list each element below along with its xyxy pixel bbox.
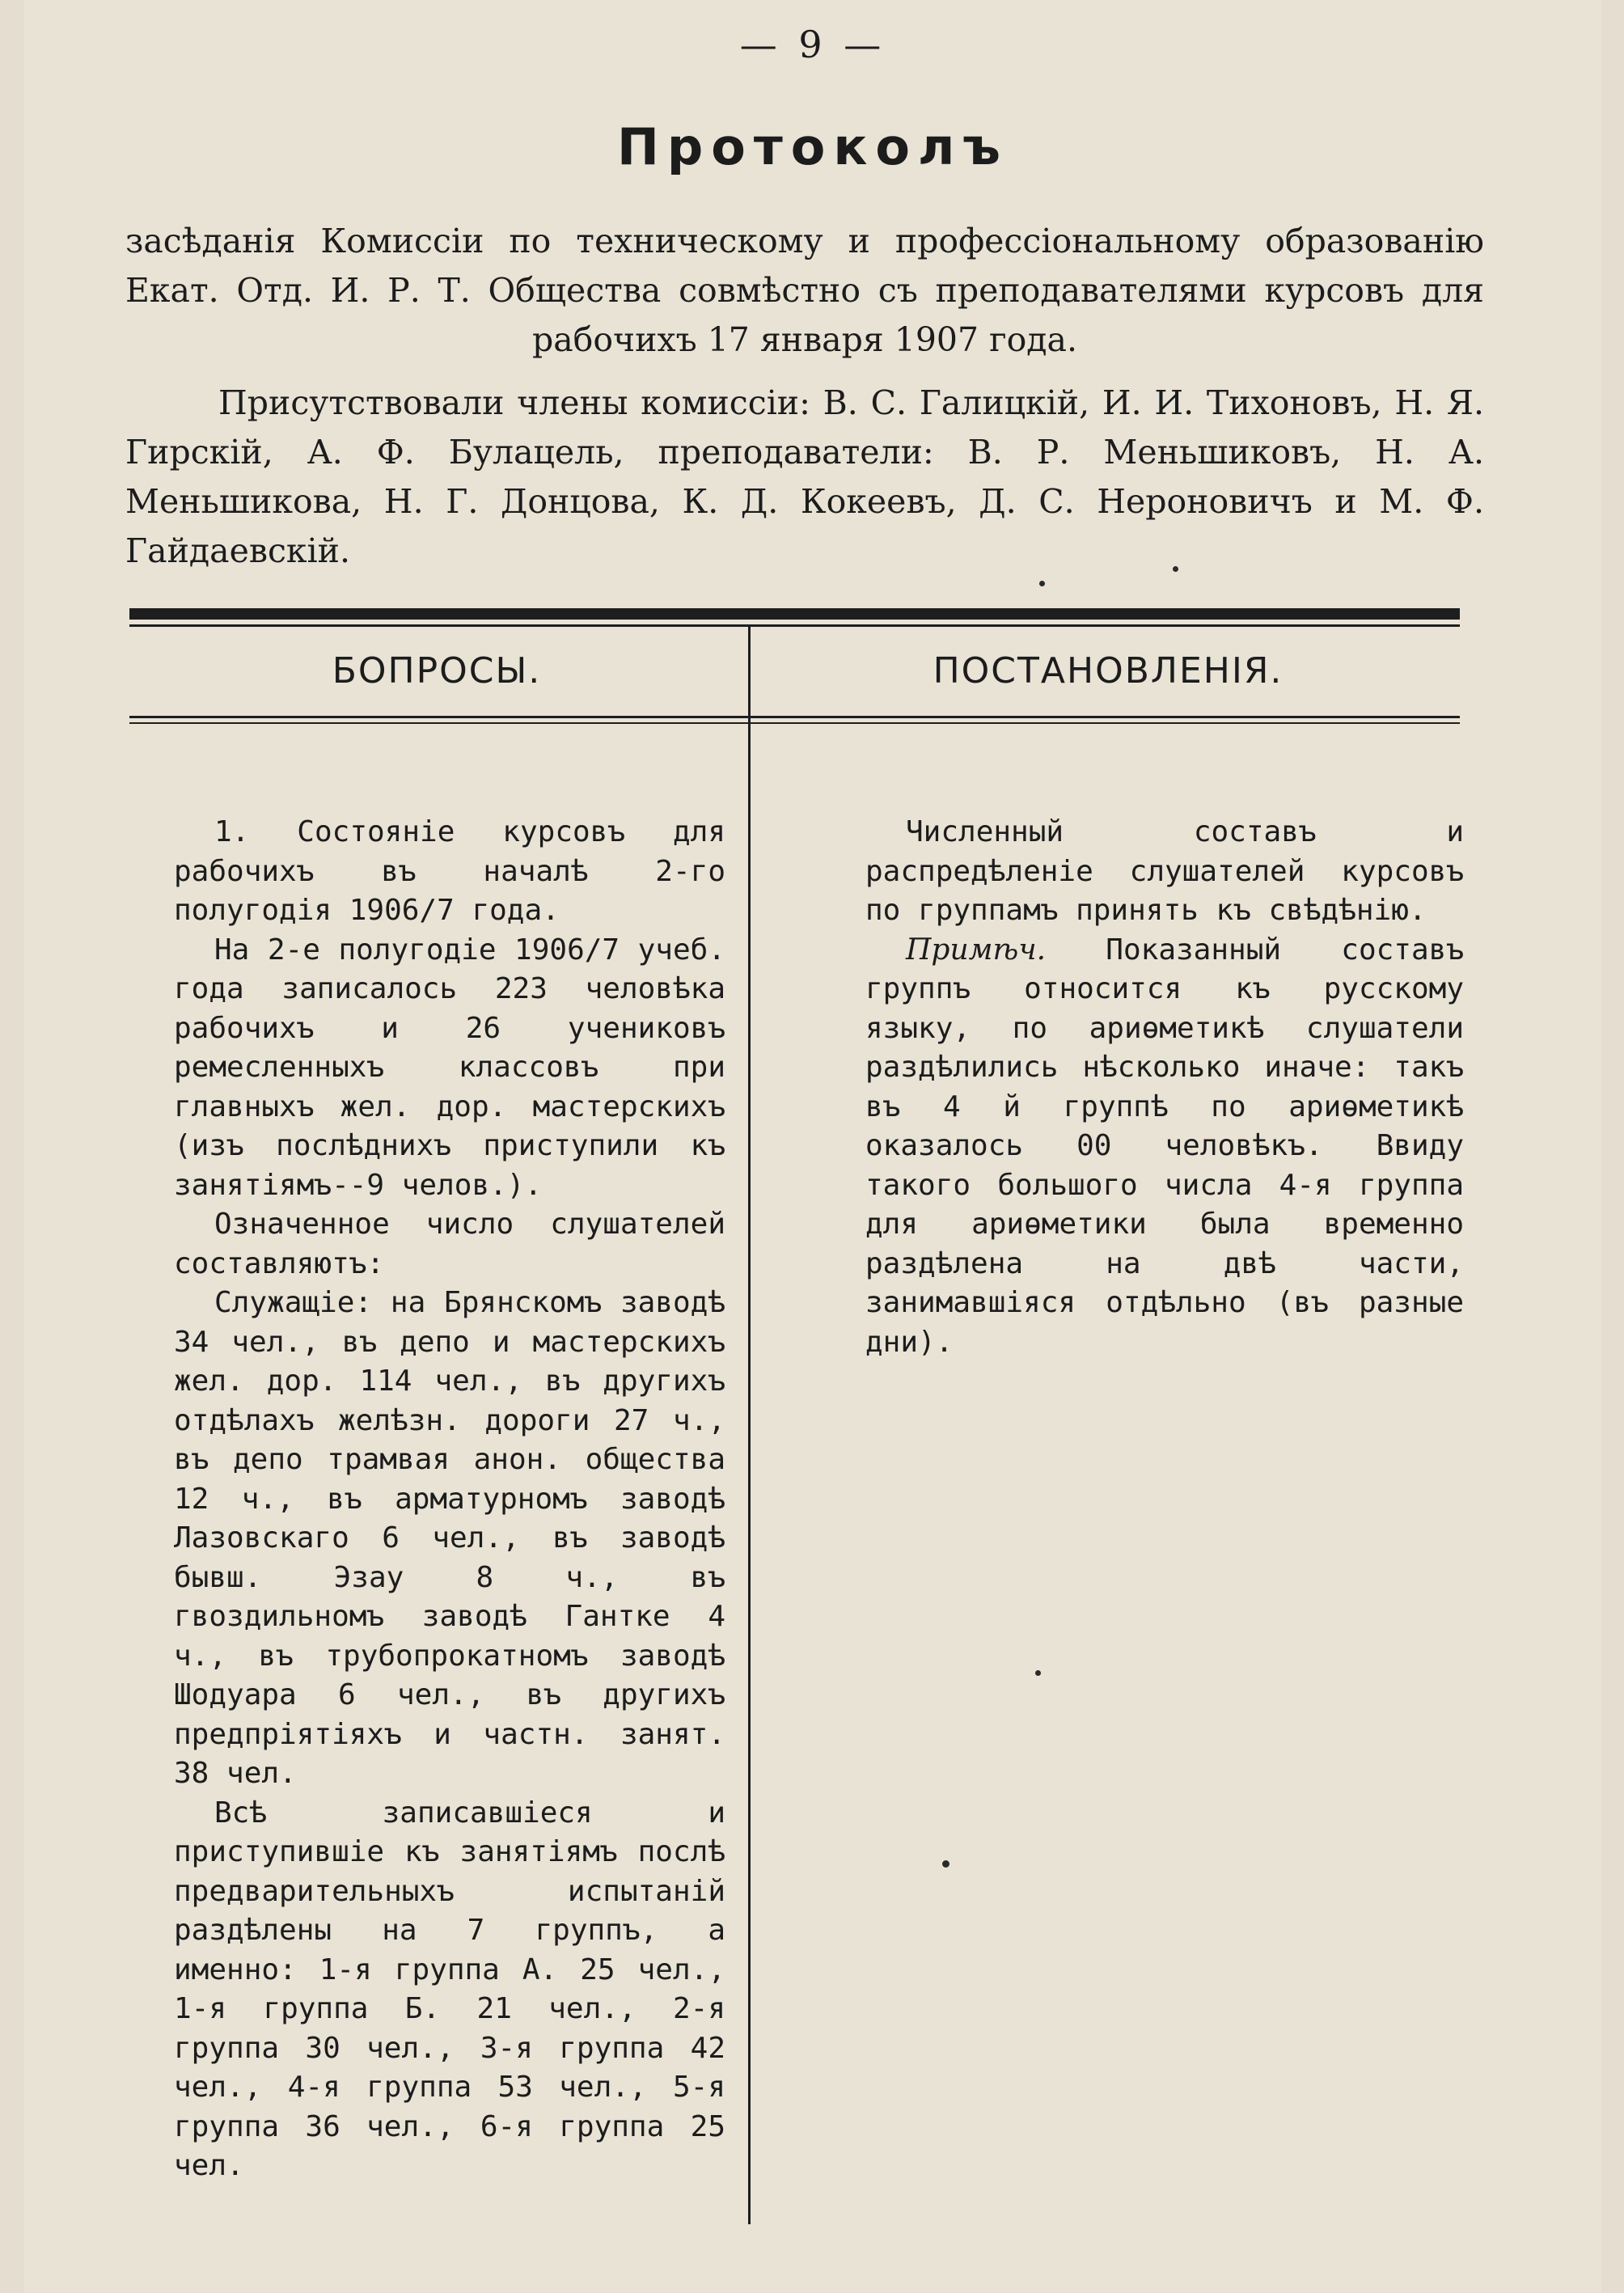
print-speck (1039, 581, 1045, 586)
questions-column-header: БОПРОСЫ. (332, 650, 542, 692)
resolution-item-1: Численный составъ и распредѣленіе слушателей курсовъ по группамъ принять къ свѣдѣнію. (865, 815, 1464, 927)
question-enrollment: На 2-е полугодіе 1906/7 учеб. года записалось 223 человѣка рабочихъ и 26 учениковъ ремесленныхъ классовъ при главныхъ жел. дор. мастерскихъ (изъ послѣднихъ приступили къ занятіямъ--9 челов.). (174, 933, 725, 1202)
question-composition-intro: Означенное число слушателей составляютъ: (174, 1208, 725, 1280)
table-top-rule (129, 608, 1460, 620)
document-page (24, 0, 1601, 2293)
note-label: Примѣч. (906, 933, 1047, 967)
print-speck (1173, 566, 1178, 572)
resolution-note (865, 931, 1464, 1363)
note-text: Показанный составъ группъ относится къ русскому языку, по ариѳметикѣ слушатели раздѣлились нѣсколько иначе: такъ въ 4 й группѣ по ариѳметикѣ оказалось 00 человѣкъ. Ввиду такого большого числа 4-я группа для ариѳметики была временно раздѣлена на двѣ части, занимавшіяся отдѣльно (въ разные дни). (865, 933, 1464, 1359)
questions-column (174, 813, 725, 2186)
resolutions-column (865, 813, 1464, 1362)
print-speck (1035, 1670, 1041, 1676)
resolutions-column-header: ПОСТАНОВЛЕНІЯ. (933, 650, 1284, 692)
meeting-heading: засѣданія Комиссіи по техническому и профессіональному образованію Екат. Отд. И. Р. Т. Общества совмѣстно съ преподавателями курсовъ для рабочихъ 17 января 1907 года. (125, 222, 1484, 359)
page-number: — 9 — (739, 23, 886, 66)
header-bottom-rule (129, 716, 1460, 718)
attendees-paragraph: Присутствовали члены комиссіи: В. С. Галицкій, И. И. Тихоновъ, Н. Я. Гирскій, А. Ф. Булацель, преподаватели: В. Р. Меньшиковъ, Н. А. Меньшикова, Н. Г. Донцова, К. Д. Кокеевъ, Д. С. Нероновичъ и М. Ф. Гайдаевскій. (125, 383, 1484, 570)
column-divider (748, 627, 751, 2224)
print-speck (942, 1860, 949, 1868)
question-item-1: 1. Состояніе курсовъ для рабочихъ въ началѣ 2-го полугодія 1906/7 года. (174, 815, 725, 927)
question-employers: Служащіе: на Брянскомъ заводѣ 34 чел., въ депо и мастерскихъ жел. дор. 114 чел., въ другихъ отдѣлахъ желѣзн. дороги 27 ч., въ депо трамвая анон. общества 12 ч., въ арматурномъ заводѣ Лазовскаго 6 чел., въ заводѣ бывш. Эзау 8 ч., въ гвоздильномъ заводѣ Гантке 4 ч., въ трубопрокатномъ заводѣ Шодуара 6 чел., въ другихъ предпріятіяхъ и частн. занят. 38 чел. (174, 1286, 725, 1790)
document-title: Протоколъ (616, 117, 1009, 176)
table-top-rule-thin (129, 624, 1460, 627)
question-groups: Всѣ записавшіеся и приступившіе къ занятіямъ послѣ предварительныхъ испытаній раздѣлены на 7 группъ, а именно: 1-я группа А. 25 чел., 1-я группа Б. 21 чел., 2-я группа 30 чел., 3-я группа 42 чел., 4-я группа 53 чел., 5-я группа 36 чел., 6-я группа 25 чел. (174, 1796, 725, 2182)
header-bottom-rule-thin (129, 722, 1460, 724)
